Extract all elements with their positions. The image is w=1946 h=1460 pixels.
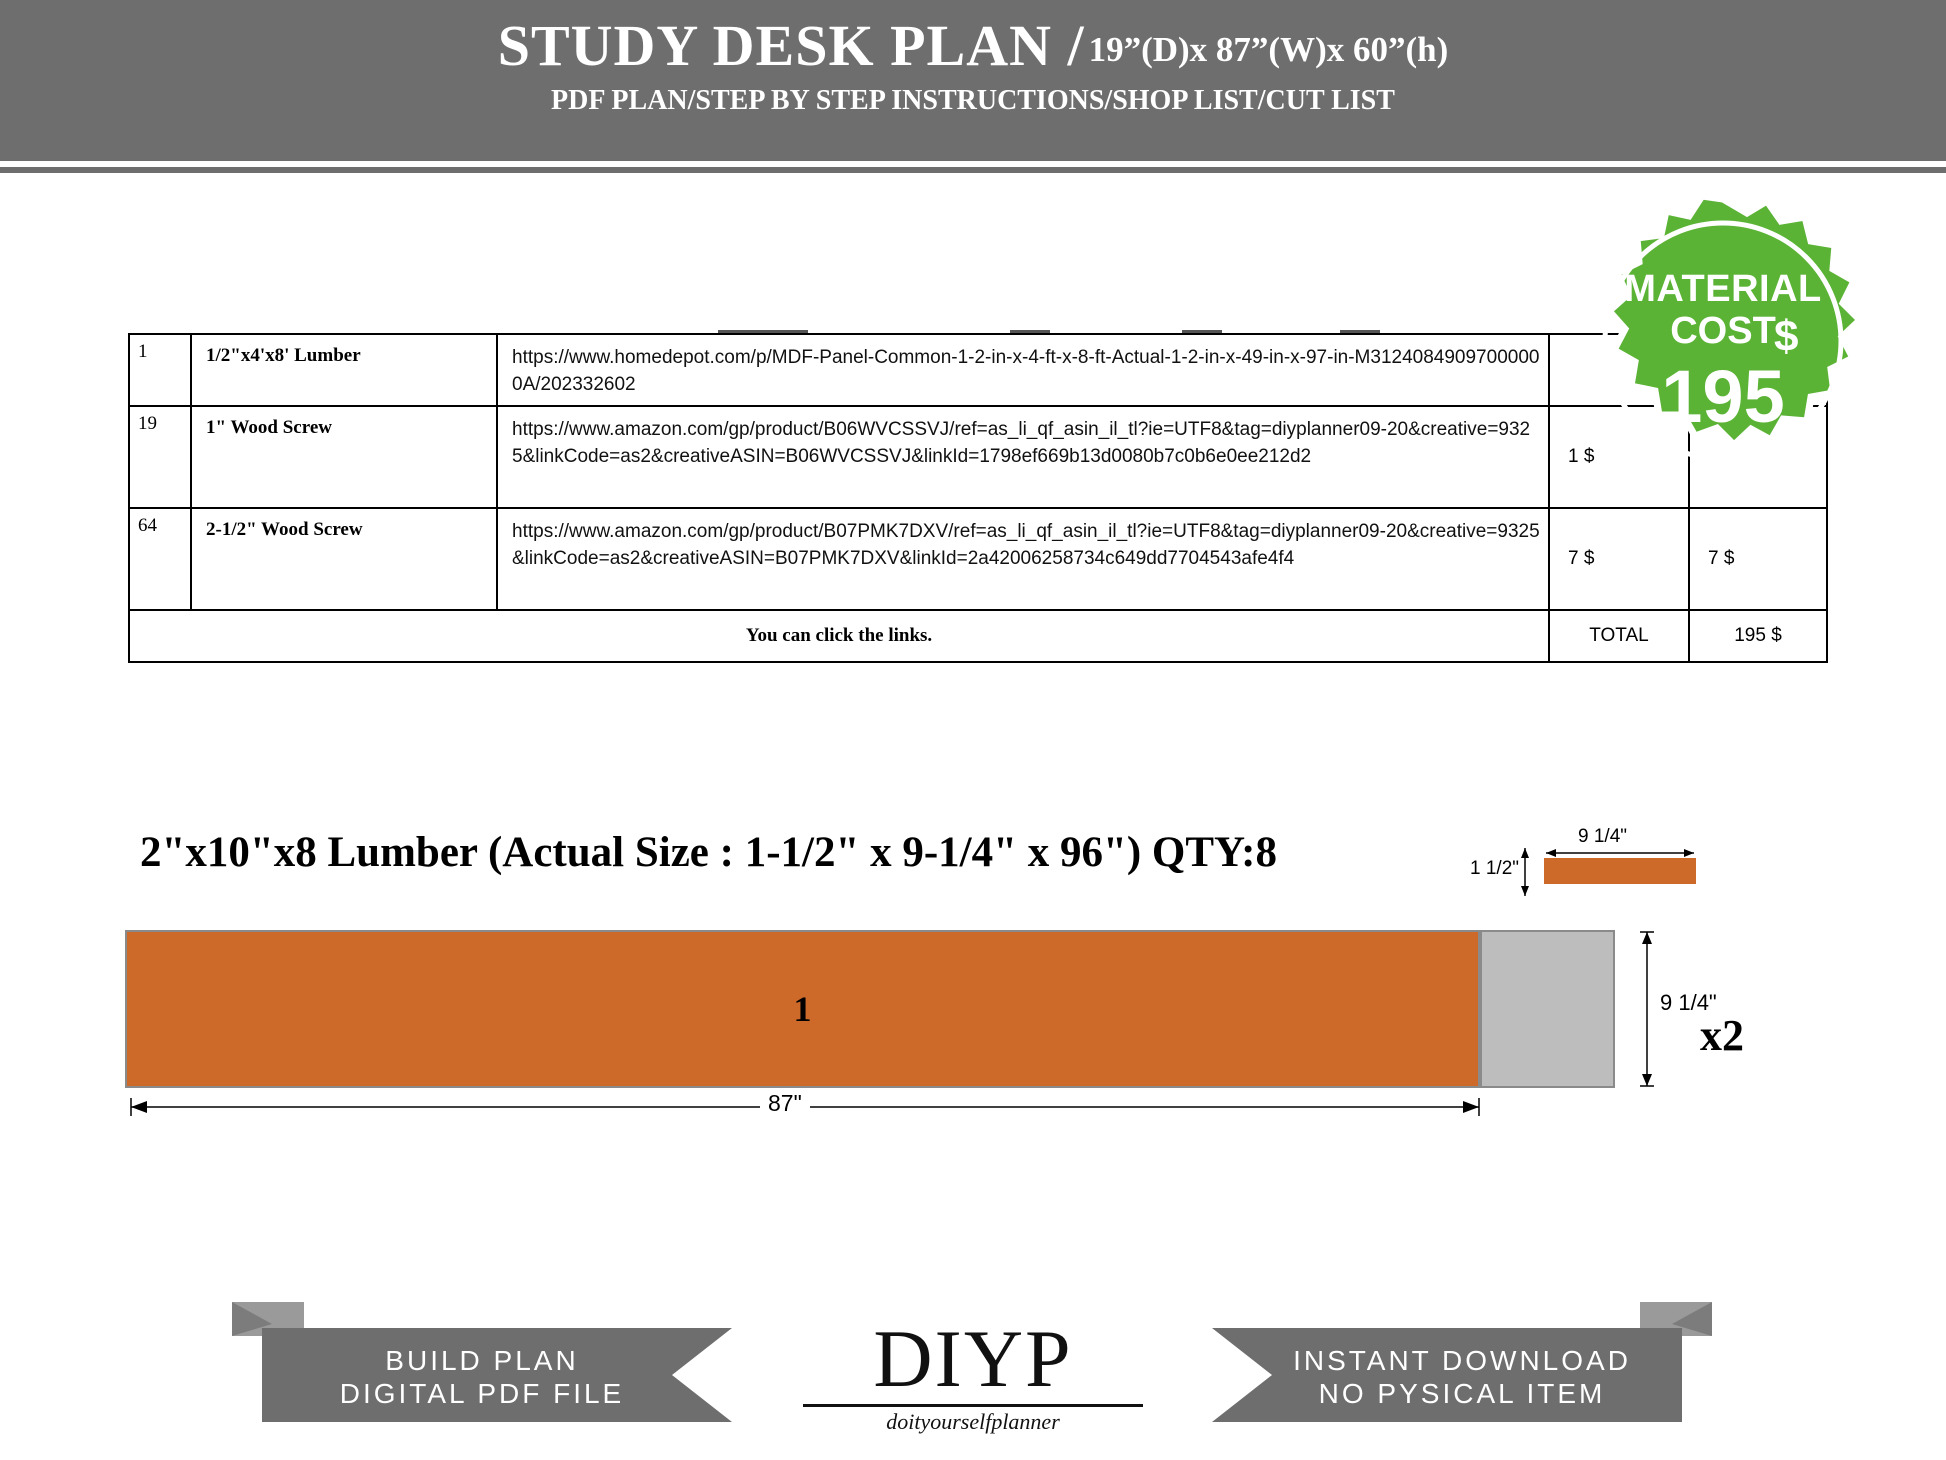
click-links-note: You can click the links. [129, 610, 1549, 662]
material-cost-badge [1578, 196, 1868, 486]
instant-download-ribbon [1212, 1302, 1712, 1422]
logo-wordmark: DIYP [873, 1313, 1073, 1404]
row-price: 7 $ [1689, 508, 1827, 610]
diyp-logo [793, 1313, 1153, 1435]
header-title-row [0, 12, 1946, 79]
badge-cost-label: COST [1670, 310, 1776, 352]
build-plan-line2: DIGITAL PDF FILE [339, 1378, 625, 1410]
total-value: 195 $ [1689, 610, 1827, 662]
profile-thickness-label: 1 1/2" [1470, 858, 1520, 879]
instant-download-line1: INSTANT DOWNLOAD [1293, 1345, 1631, 1376]
row-qty: 19 [129, 406, 191, 508]
row-qty: 1 [129, 334, 191, 406]
row-item: 1/2"x4'x8' Lumber [191, 334, 497, 406]
profile-width-dimension-arrow [1544, 848, 1696, 858]
instant-download-line2: NO PYSICAL ITEM [1318, 1378, 1606, 1410]
build-plan-ribbon [232, 1302, 732, 1422]
shop-list-table [128, 333, 1828, 663]
board-height-label: 9 1/4" [1660, 990, 1717, 1015]
row-unit-price: 7 $ [1549, 508, 1689, 610]
logo-tagline: doityourselfplanner [886, 1409, 1060, 1434]
badge-currency: $ [1774, 312, 1799, 361]
row-link[interactable]: https://www.amazon.com/gp/product/B06WVCSSVJ/ref=as_li_qf_asin_il_tl?ie=UTF8&tag=diyplanner09-20&creative=9325&linkCode=as2&creativeASIN=B06WVCSSVJ&linkId=1798ef669b13d0080b7c0b6e0ee212d2 [497, 406, 1549, 508]
table-row [129, 334, 1827, 406]
badge-amount: 195 [1661, 355, 1785, 438]
header-divider-top [0, 155, 1946, 161]
row-qty: 64 [129, 508, 191, 610]
logo-divider [803, 1404, 1143, 1407]
badge-starburst-icon [1578, 196, 1868, 486]
profile-thickness-dimension-arrow [1520, 846, 1530, 898]
row-link[interactable]: https://www.homedepot.com/p/MDF-Panel-Common-1-2-in-x-4-ft-x-8-ft-Actual-1-2-in-x-49-in-x-97-in-M31240849097000000A/202332602 [497, 334, 1549, 406]
board-length-label: 87" [760, 1090, 810, 1117]
lumber-profile-swatch [1544, 858, 1696, 884]
header-divider-bottom [0, 167, 1946, 173]
row-unit-price: 1 $ [1549, 406, 1689, 508]
build-plan-text [232, 1344, 732, 1410]
build-plan-line1: BUILD PLAN [385, 1345, 579, 1376]
row-link[interactable]: https://www.amazon.com/gp/product/B07PMK7DXV/ref=as_li_qf_asin_il_tl?ie=UTF8&tag=diyplanner09-20&creative=9325&linkCode=as2&creativeASIN=B07PMK7DXV&linkId=2a42006258734c649dd7704543afe4f4 [497, 508, 1549, 610]
total-label: TOTAL [1549, 610, 1689, 662]
badge-material-label: MATERIAL [1624, 268, 1822, 310]
board-multiplier: x2 [1700, 1011, 1744, 1060]
page-title: STUDY DESK PLAN / [497, 13, 1085, 78]
board-waste-piece [1480, 930, 1615, 1088]
table-row [129, 508, 1827, 610]
header-dimensions: 19”(D)x 87”(W)x 60”(h) [1088, 30, 1449, 69]
board-height-dimension-arrow [1640, 930, 1654, 1088]
lumber-board-diagram [125, 930, 1615, 1088]
row-item: 2-1/2" Wood Screw [191, 508, 497, 610]
instant-download-text [1212, 1344, 1712, 1410]
table-footer-row [129, 610, 1827, 662]
table-row [129, 406, 1827, 508]
header-subtitle: PDF PLAN/STEP BY STEP INSTRUCTIONS/SHOP LIST/CUT LIST [551, 85, 1395, 116]
row-item: 1" Wood Screw [191, 406, 497, 508]
board-piece-label: 1 [793, 989, 812, 1029]
page-header [0, 0, 1946, 155]
profile-width-label: 9 1/4" [1578, 826, 1628, 847]
lumber-title: 2"x10"x8 Lumber (Actual Size : 1-1/2" x 9-1/4" x 96") QTY:8 [140, 829, 1277, 876]
